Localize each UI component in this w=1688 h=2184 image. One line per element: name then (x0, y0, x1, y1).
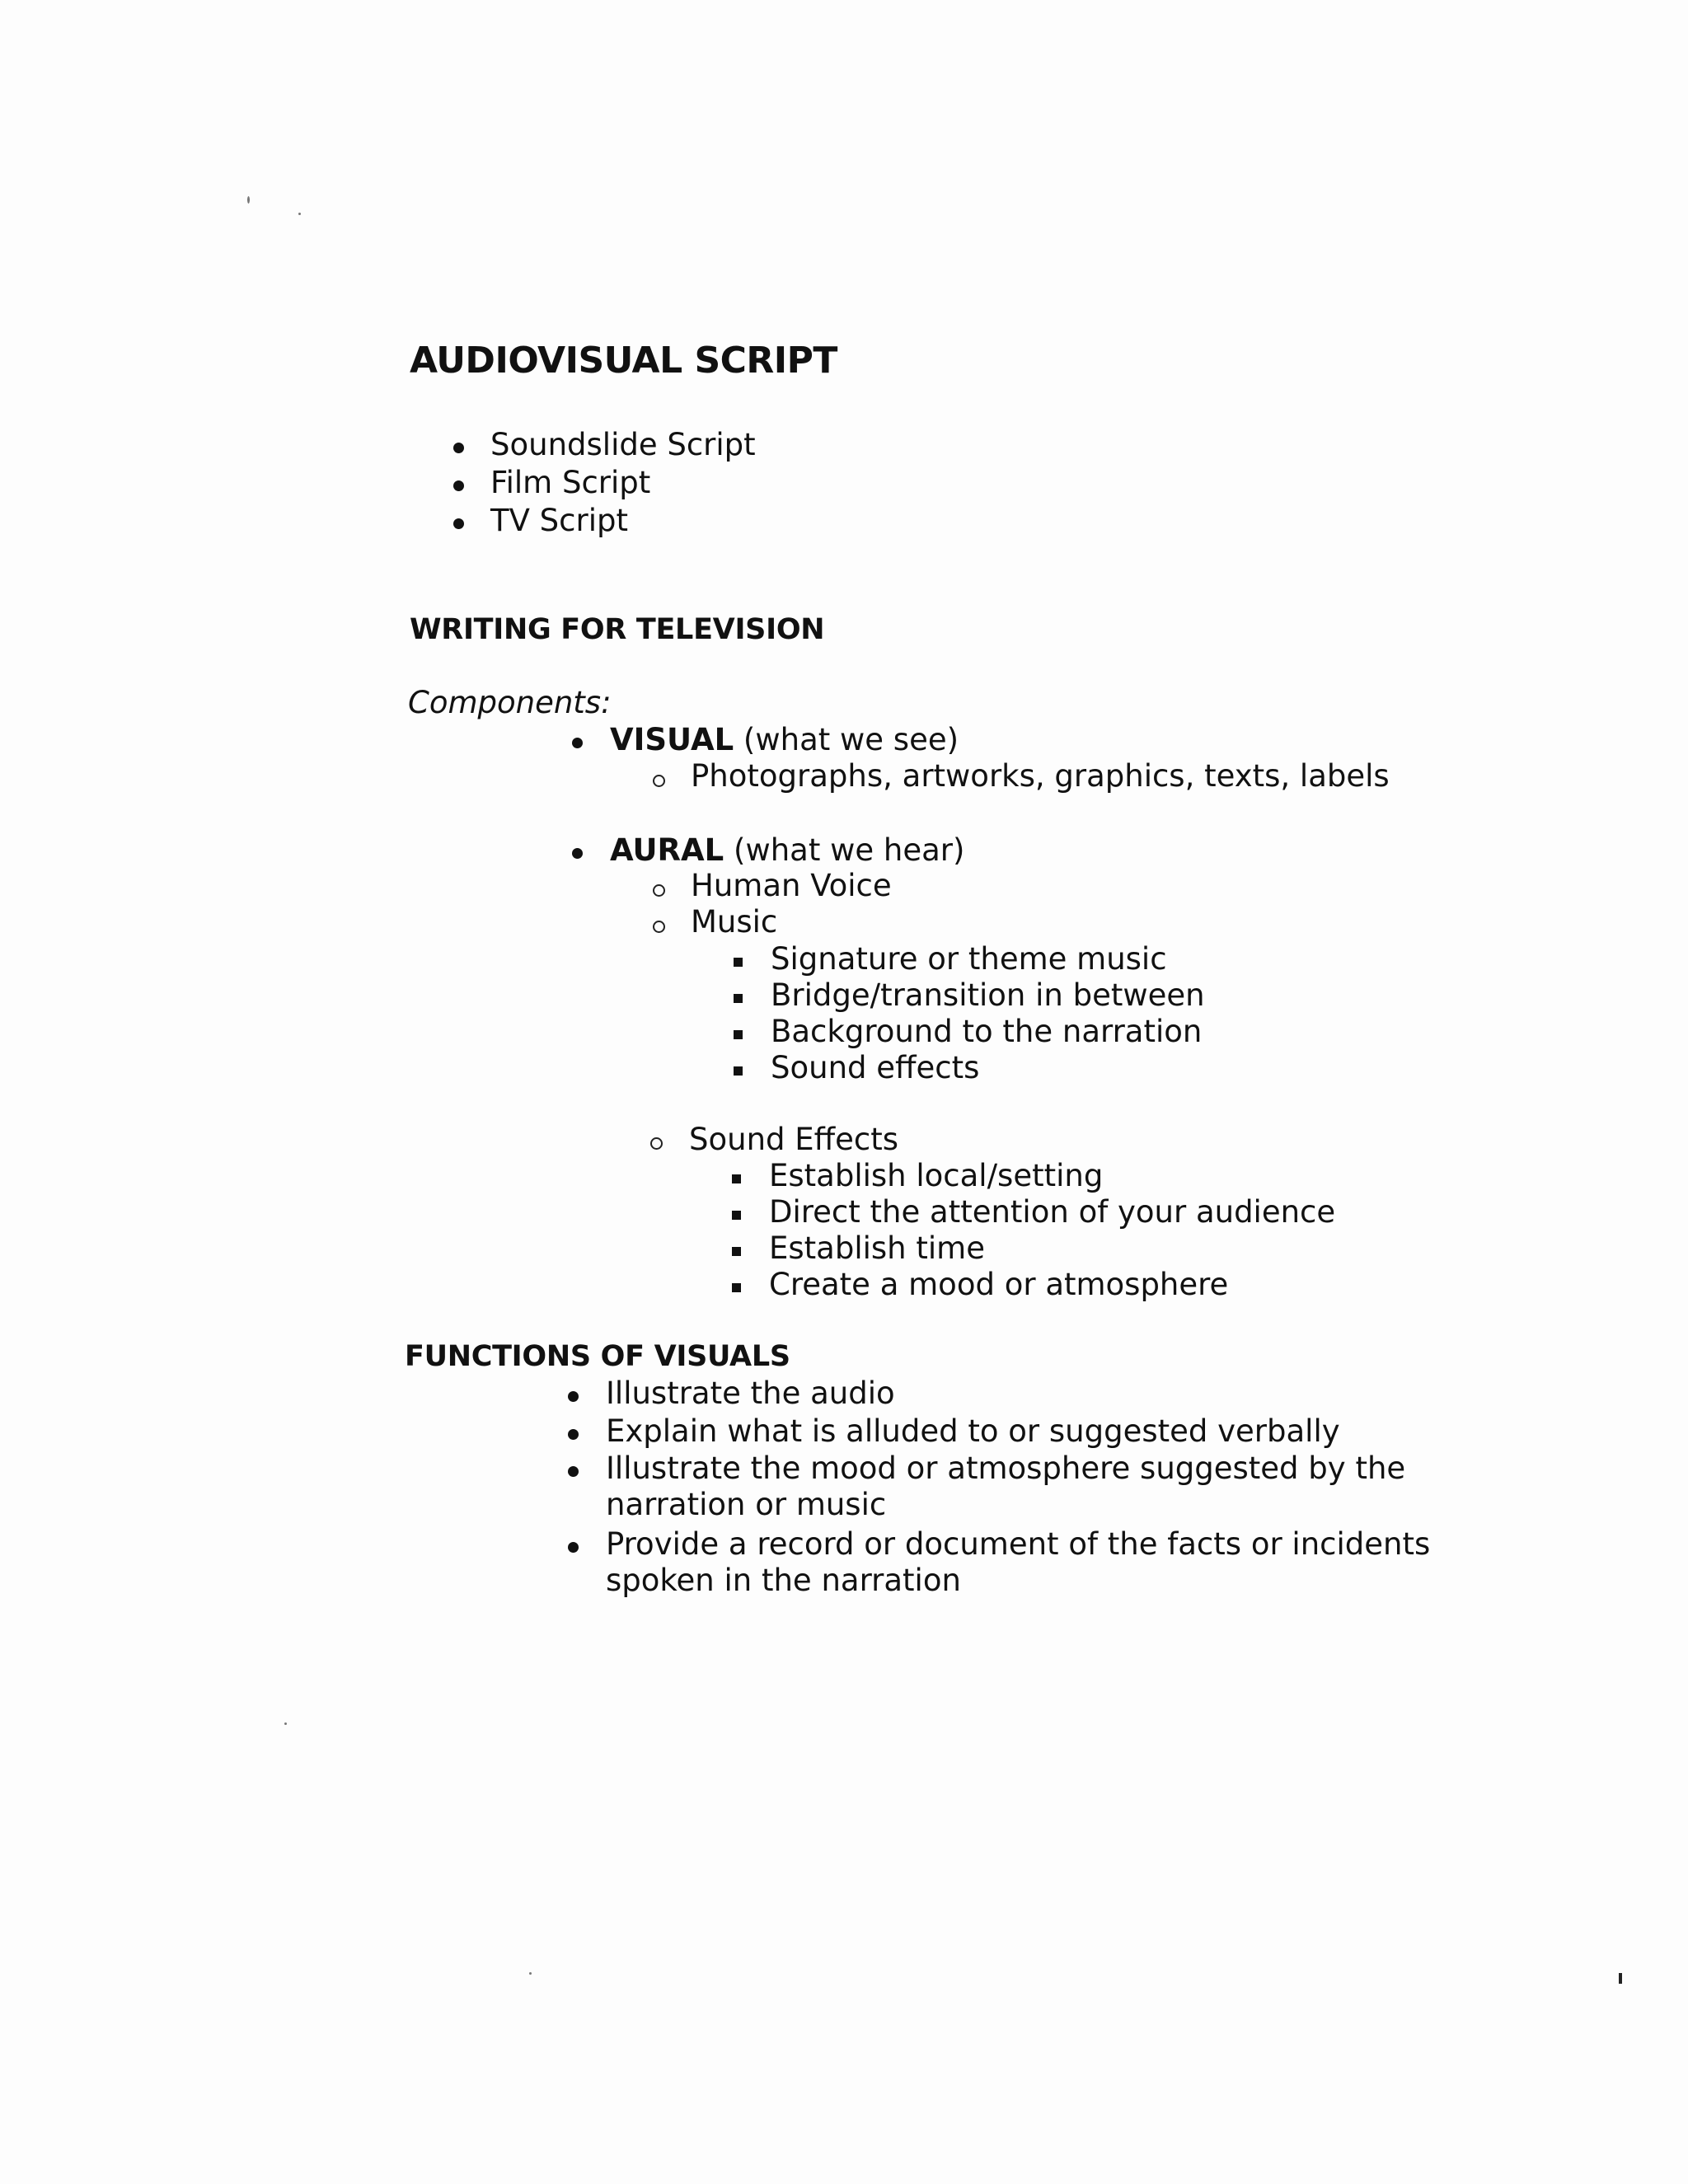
list-item: TV Script (490, 503, 628, 538)
circle-bullet-icon (653, 775, 665, 787)
list-item: Bridge/transition in between (771, 977, 1205, 1013)
list-item: Create a mood or atmosphere (769, 1267, 1229, 1302)
list-item-continuation: narration or music (606, 1487, 887, 1522)
aural-label: AURAL (610, 832, 724, 868)
components-label: Components: (408, 685, 612, 720)
aural-heading (610, 832, 964, 868)
square-bullet-icon (734, 994, 743, 1003)
section-heading-tv: WRITING FOR TELEVISION (410, 613, 825, 646)
bullet-icon (568, 1542, 579, 1553)
list-item: Background to the narration (771, 1014, 1203, 1049)
list-item: Photographs, artworks, graphics, texts, labels (691, 758, 1390, 794)
square-bullet-icon (734, 1030, 743, 1039)
list-item: Illustrate the mood or atmosphere suggested by the (606, 1451, 1406, 1486)
bullet-icon (572, 738, 583, 748)
bullet-icon (568, 1391, 579, 1402)
bullet-icon (453, 518, 464, 529)
bullet-icon (453, 443, 464, 453)
list-item: Film Script (490, 465, 651, 500)
circle-bullet-icon (653, 921, 665, 933)
scan-speck (284, 1722, 287, 1725)
list-item: Establish time (769, 1230, 985, 1266)
scan-speck (1619, 1973, 1622, 1984)
list-item: Direct the attention of your audience (769, 1194, 1336, 1230)
circle-bullet-icon (650, 1137, 663, 1150)
square-bullet-icon (732, 1283, 741, 1292)
square-bullet-icon (732, 1211, 741, 1220)
scan-speck (529, 1972, 532, 1975)
list-item: Sound effects (771, 1050, 980, 1085)
bullet-icon (568, 1429, 579, 1440)
visual-desc: (what we see) (734, 722, 959, 757)
square-bullet-icon (734, 958, 743, 967)
bullet-icon (568, 1466, 579, 1477)
scan-speck (298, 213, 301, 215)
section-heading-functions: FUNCTIONS OF VISUALS (405, 1340, 790, 1373)
circle-bullet-icon (653, 884, 665, 897)
list-item: Sound Effects (689, 1122, 899, 1157)
list-item: Establish local/setting (769, 1158, 1104, 1193)
aural-desc: (what we hear) (724, 832, 965, 868)
bullet-icon (453, 480, 464, 491)
square-bullet-icon (734, 1066, 743, 1076)
visual-heading (610, 722, 959, 757)
list-item: Soundslide Script (490, 427, 756, 462)
list-item: Illustrate the audio (606, 1376, 895, 1411)
square-bullet-icon (732, 1247, 741, 1256)
list-item: Signature or theme music (771, 941, 1167, 977)
list-item: Provide a record or document of the facts or incidents (606, 1526, 1431, 1562)
list-item: Explain what is alluded to or suggested verbally (606, 1413, 1340, 1449)
list-item: Human Voice (691, 868, 892, 903)
list-item-continuation: spoken in the narration (606, 1563, 961, 1598)
square-bullet-icon (732, 1174, 741, 1183)
bullet-icon (572, 848, 583, 859)
page-title: AUDIOVISUAL SCRIPT (410, 340, 837, 382)
scan-speck (247, 196, 250, 204)
visual-label: VISUAL (610, 722, 734, 757)
list-item: Music (691, 904, 778, 940)
